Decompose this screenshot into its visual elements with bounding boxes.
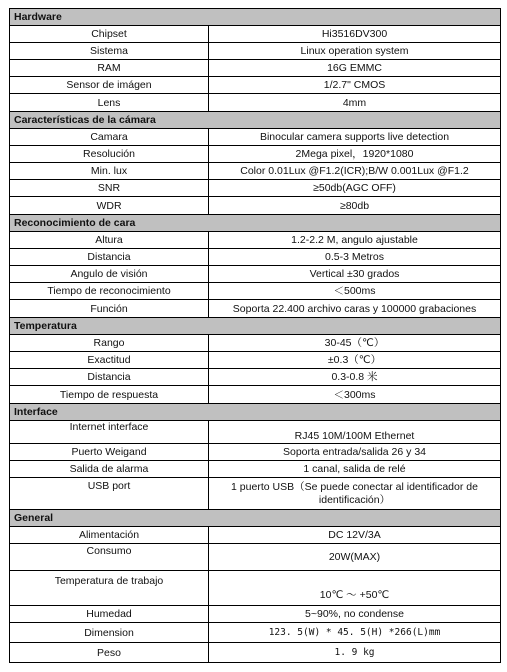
spec-row-peso (10, 643, 501, 663)
spec-value: 16G EMMC (209, 60, 501, 77)
spec-row-temperatura-trabajo (10, 571, 501, 606)
section-header-general (10, 510, 501, 527)
spec-label: Tiempo de respuesta (10, 386, 209, 404)
spec-value: Soporta entrada/salida 26 y 34 (209, 444, 501, 461)
spec-row-lens (10, 94, 501, 112)
spec-label: Sistema (10, 43, 209, 60)
spec-label: SNR (10, 180, 209, 197)
spec-label: RAM (10, 60, 209, 77)
section-header-hardware (10, 9, 501, 26)
spec-value: 10℃ ～ +50℃ (209, 571, 501, 606)
spec-label: Dimension (10, 623, 209, 643)
spec-value: 123. 5(W) * 45. 5(H) *266(L)mm (209, 623, 501, 643)
spec-value: 5~90%, no condense (209, 606, 501, 623)
spec-label: Lens (10, 94, 209, 112)
section-title: Interface (10, 404, 501, 421)
section-title: Características de la cámara (10, 112, 501, 129)
spec-label: Humedad (10, 606, 209, 623)
spec-row-humedad (10, 606, 501, 623)
spec-value: ＜500ms (209, 283, 501, 300)
spec-row-rango (10, 335, 501, 352)
spec-row-funcion (10, 300, 501, 318)
spec-row-tiempo-respuesta (10, 386, 501, 404)
spec-row-min-lux (10, 163, 501, 180)
spec-label: Consumo (10, 544, 209, 571)
spec-row-resolucion (10, 146, 501, 163)
section-title: Hardware (10, 9, 501, 26)
spec-label: Alimentación (10, 527, 209, 544)
spec-value (209, 478, 501, 510)
spec-value: ±0.3（℃） (209, 352, 501, 369)
spec-label: Angulo de visión (10, 266, 209, 283)
spec-label: Camara (10, 129, 209, 146)
spec-value: Vertical ±30 grados (209, 266, 501, 283)
spec-value: DC 12V/3A (209, 527, 501, 544)
spec-label: Salida de alarma (10, 461, 209, 478)
spec-value: Linux operation system (209, 43, 501, 60)
spec-value: RJ45 10M/100M Ethernet (209, 421, 501, 444)
spec-row-wdr (10, 197, 501, 215)
section-header-interface (10, 404, 501, 421)
spec-row-exactitud (10, 352, 501, 369)
spec-row-consumo (10, 544, 501, 571)
spec-label: Exactitud (10, 352, 209, 369)
spec-row-alimentacion (10, 527, 501, 544)
spec-value: 30-45（℃） (209, 335, 501, 352)
section-title: Temperatura (10, 318, 501, 335)
section-header-camera (10, 112, 501, 129)
spec-row-distancia (10, 249, 501, 266)
spec-value: 4mm (209, 94, 501, 112)
spec-value: 1. 9 kg (209, 643, 501, 663)
section-header-temperature (10, 318, 501, 335)
spec-value: ≥80db (209, 197, 501, 215)
spec-row-altura (10, 232, 501, 249)
spec-label: USB port (10, 478, 209, 510)
spec-value: Binocular camera supports live detection (209, 129, 501, 146)
section-header-face-recognition (10, 215, 501, 232)
spec-value: 2Mega pixel，1920*1080 (209, 146, 501, 163)
spec-row-angulo (10, 266, 501, 283)
spec-row-distancia-temp (10, 369, 501, 386)
spec-row-internet (10, 421, 501, 444)
spec-row-weigand (10, 444, 501, 461)
spec-row-sistema (10, 43, 501, 60)
spec-row-camara (10, 129, 501, 146)
spec-row-usb (10, 478, 501, 510)
spec-value: Hi3516DV300 (209, 26, 501, 43)
spec-label: Rango (10, 335, 209, 352)
spec-label: Temperatura de trabajo (10, 571, 209, 606)
spec-label: Distancia (10, 249, 209, 266)
spec-value: Color 0.01Lux @F1.2(ICR);B/W 0.001Lux @F1.2 (209, 163, 501, 180)
spec-row-dimension (10, 623, 501, 643)
spec-row-sensor (10, 77, 501, 94)
spec-value: 0.3-0.8 米 (209, 369, 501, 386)
spec-value: 1.2-2.2 M, angulo ajustable (209, 232, 501, 249)
spec-row-tiempo-reconocimiento (10, 283, 501, 300)
spec-value: ≥50db(AGC OFF) (209, 180, 501, 197)
spec-label: Función (10, 300, 209, 318)
spec-label: WDR (10, 197, 209, 215)
spec-value: Soporta 22.400 archivo caras y 100000 grabaciones (209, 300, 501, 318)
spec-label: Altura (10, 232, 209, 249)
spec-value-line: identificación） (318, 493, 391, 506)
spec-value: 0.5-3 Metros (209, 249, 501, 266)
spec-row-chipset (10, 26, 501, 43)
spec-label: Resolución (10, 146, 209, 163)
spec-label: Distancia (10, 369, 209, 386)
section-title: General (10, 510, 501, 527)
spec-label: Min. lux (10, 163, 209, 180)
spec-label: Puerto Weigand (10, 444, 209, 461)
section-title: Reconocimiento de cara (10, 215, 501, 232)
spec-table (9, 8, 501, 663)
spec-label: Tiempo de reconocimiento (10, 283, 209, 300)
spec-value: ＜300ms (209, 386, 501, 404)
spec-row-alarma (10, 461, 501, 478)
spec-label: Chipset (10, 26, 209, 43)
spec-label: Internet interface (10, 421, 209, 444)
spec-value: 1/2.7" CMOS (209, 77, 501, 94)
spec-value-line: 1 puerto USB（Se puede conectar al identificador de (231, 480, 478, 493)
spec-value: 1 canal, salida de relé (209, 461, 501, 478)
spec-value: 20W(MAX) (209, 544, 501, 571)
spec-label: Peso (10, 643, 209, 663)
spec-row-ram (10, 60, 501, 77)
spec-label: Sensor de imágen (10, 77, 209, 94)
spec-row-snr (10, 180, 501, 197)
